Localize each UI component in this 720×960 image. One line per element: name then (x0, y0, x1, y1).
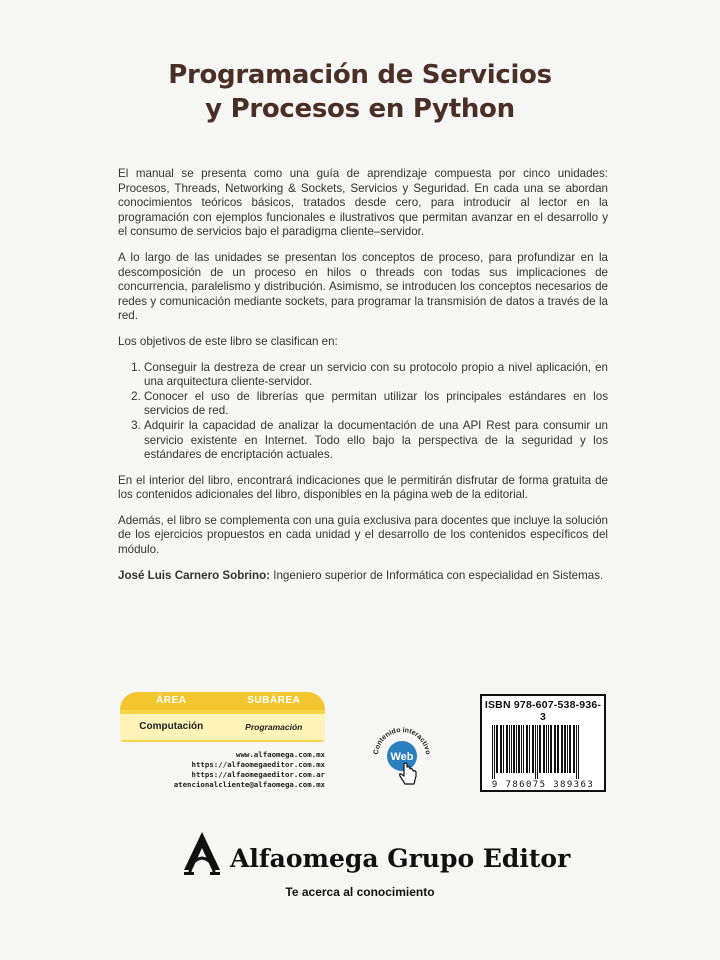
subarea-value: Programación (245, 722, 303, 732)
paragraph-objectives-lead: Los objetivos de este libro se clasifican en: (118, 334, 338, 348)
subject-area-box (120, 692, 325, 742)
barcode-bar (521, 725, 522, 773)
area-header (120, 692, 325, 710)
barcode-bar (518, 725, 520, 773)
alfaomega-logo-icon (180, 830, 224, 876)
barcode-bar (500, 725, 502, 773)
barcode-bar (494, 725, 495, 779)
author-name: José Luis Carnero Sobrino: (118, 568, 271, 582)
barcode-bar (557, 725, 559, 773)
barcode-bar (526, 725, 528, 773)
barcode-bar (573, 725, 575, 773)
area-label: ÁREA (156, 695, 187, 706)
author-description: Ingeniero superior de Informática con especialidad en Sistemas. (270, 568, 604, 582)
barcode-bar (511, 725, 512, 773)
email-line[interactable]: atencionalcliente@alfaomega.com.mx (173, 780, 325, 789)
barcode-bar (561, 725, 563, 773)
barcode-bar (509, 725, 510, 773)
web-badge-arc-text: Contenido interactivo (372, 726, 432, 756)
synopsis (118, 167, 608, 594)
barcode-bar (503, 725, 504, 773)
interactive-web-badge[interactable] (370, 718, 434, 788)
objectives-list (118, 361, 608, 463)
barcode-bar (550, 725, 552, 773)
barcode-bar (576, 725, 577, 779)
barcode-bar (569, 725, 571, 773)
subarea-label: SUBÁREA (247, 695, 301, 706)
barcode-bar (554, 725, 556, 773)
barcode-bar (496, 725, 498, 773)
paragraph-intro: El manual se presenta como una guía de aprendizaje compuesta por cinco unidades: Procesos, Threads, Networking & Sockets, Servicios y Seguridad. En cada una se abordan conocimientos teóricos básicos, tratados desde cero, para introducir al lector en la programación con ejemplos funcionales e ilustrativos que permitan avanzar en el desarrollo y el consumo de servicios bajo el paradigma cliente–servidor. (118, 167, 608, 239)
area-values (120, 714, 325, 740)
barcode-bar (546, 725, 547, 773)
barcode-bar (513, 725, 515, 773)
web-badge-icon (370, 718, 434, 788)
objective-item: 1. Conseguir la destreza de crear un servicio con su protocolo propio a nivel aplicación, en una arquitectura cliente-servidor. (144, 361, 608, 390)
barcode-bar (537, 725, 538, 779)
barcode-bar (567, 725, 568, 773)
url-line[interactable]: https://alfaomegaeditor.com.ar (191, 770, 325, 779)
objective-item: 3. Adquirir la capacidad de analizar la documentación de una API Rest para consumir un servicio existente en Internet. Todo ello bajo la perspectiva de la seguridad y los estándares de encriptación actuales. (144, 419, 608, 463)
barcode-bar (564, 725, 566, 773)
url-line[interactable]: https://alfaomegaeditor.com.mx (191, 760, 325, 769)
barcode-bar (532, 725, 534, 773)
barcode-bar (548, 725, 549, 773)
publisher-tagline: Te acerca al conocimiento (285, 885, 435, 899)
barcode-bar (535, 725, 536, 779)
paragraph-teacher-guide: Además, el libro se complementa con una guía exclusiva para docentes que incluye la solución de los ejercicios propuestos en cada unidad y el desarrollo de los contenidos específicos del módulo. (118, 513, 608, 557)
objective-item: 2. Conocer el uso de librerías que permitan utilizar los principales estándares en los servicios de red. (144, 390, 608, 419)
isbn-label: ISBN 978-607-538-936-3 (484, 699, 602, 723)
barcode-bar (506, 725, 508, 773)
publisher-urls (140, 750, 325, 790)
book-title (0, 58, 720, 126)
publisher-name: Alfaomega Grupo Editor (230, 844, 571, 873)
url-line[interactable]: www.alfaomega.com.mx (236, 750, 325, 759)
barcode-bar (523, 725, 524, 773)
book-title-line-1: Programación de Servicios (168, 60, 552, 90)
book-title-line-2: y Procesos en Python (205, 94, 515, 124)
isbn-barcode-box (480, 694, 606, 792)
barcode-bar (578, 725, 579, 779)
barcode-bar (543, 725, 545, 773)
web-badge-label: Web (390, 751, 414, 763)
publisher-block (180, 830, 571, 876)
area-value: Computación (139, 721, 204, 732)
barcode-bar (539, 725, 541, 773)
paragraph-additional-content: En el interior del libro, encontrará indicaciones que le permitirán disfrutar de forma gratuita de los contenidos adicionales del libro, disponibles en la página web de la editorial. (118, 473, 608, 502)
barcode-bar (529, 725, 530, 773)
author-bio (118, 569, 608, 584)
isbn-digits: 9 786075 389363 (491, 780, 595, 790)
barcode-bar (492, 725, 493, 779)
barcode-icon (488, 725, 598, 779)
barcode-bar (516, 725, 517, 773)
paragraph-units: A lo largo de las unidades se presentan los conceptos de proceso, para profundizar en la descomposición de un proceso en hilos o threads con todas sus implicaciones de concurrencia, paralelismo y distribución. Asimismo, se introducen los conceptos necesarios de redes y comunicación mediante sockets, para programar la transmisión de datos a través de la red. (118, 250, 608, 323)
